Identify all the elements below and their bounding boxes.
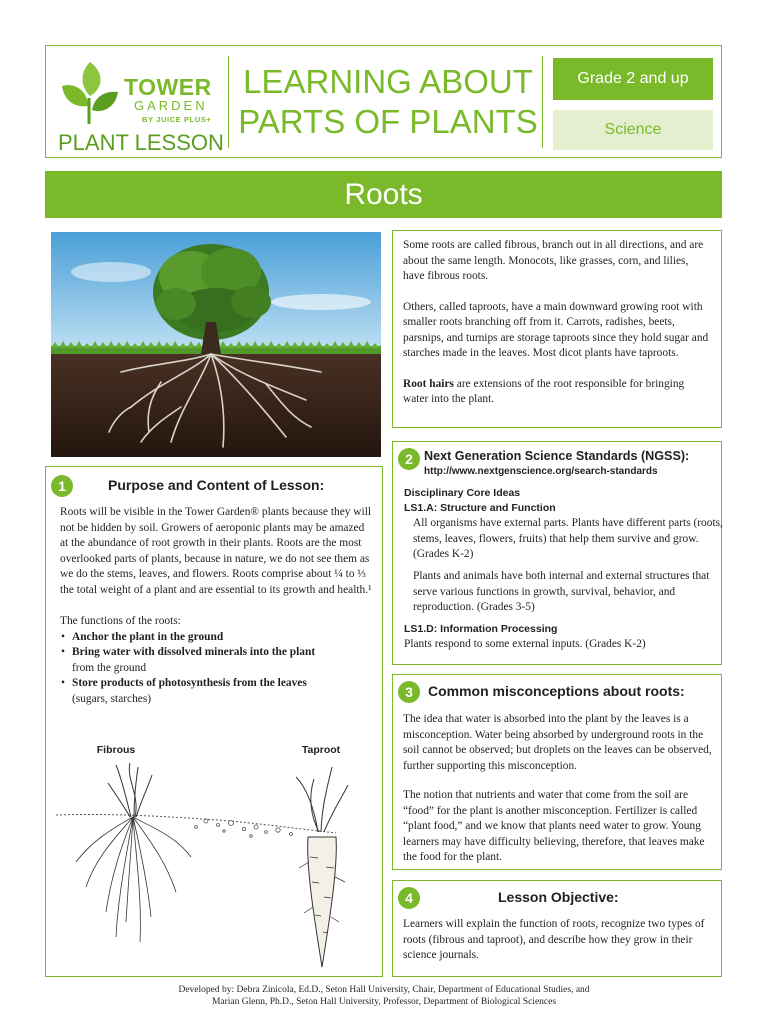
objective-section	[392, 880, 722, 977]
root-hairs-definition: are extensions of the root responsible for bringing water into the plant.	[403, 377, 685, 405]
tree-roots-image	[51, 232, 381, 457]
list-item: • Store products of photosynthesis from the leaves (sugars, starches)	[72, 676, 375, 707]
list-item: • Anchor the plant in the ground	[72, 630, 375, 646]
ngss-section	[392, 441, 722, 665]
taproot-label: Taproot	[301, 744, 341, 756]
standard-paragraph: Plants and animals have both internal and external structures that serve various functions in growth, survival, behavior, and reproduction. (Grades 3-5)	[413, 570, 710, 613]
purpose-body	[60, 505, 375, 707]
brand-tower-text: TOWER	[124, 74, 212, 100]
lesson-header	[45, 45, 722, 158]
section-number-badge: 4	[398, 887, 420, 909]
misconception-paragraph: The idea that water is absorbed into the plant by the leaves is a misconception. Water being absorbed by underground roots in the soil cannot be observed; but droplets on the leaves can be observed, further supporting this misconception.	[403, 713, 712, 772]
functions-list	[60, 630, 375, 708]
section-number-badge: 2	[398, 448, 420, 470]
title-line-1: LEARNING ABOUT	[243, 63, 533, 100]
objective-paragraph: Learners will explain the function of roots, recognize two types of roots (fibrous and taproot), and describe how they grow in their science journals.	[403, 918, 705, 961]
standard-ls1a-label: LS1.A: Structure and Function	[404, 502, 556, 514]
tower-garden-logo	[54, 54, 224, 154]
section-banner: Roots	[45, 171, 722, 218]
header-divider	[542, 56, 543, 148]
brand-byline-text: BY JUICE PLUS+	[142, 115, 212, 124]
standard-paragraph: Plants respond to some external inputs. (Grades K-2)	[404, 638, 646, 650]
section-heading: Purpose and Content of Lesson:	[108, 477, 325, 493]
plant-lesson-label: PLANT LESSON	[58, 130, 224, 155]
fibrous-label: Fibrous	[96, 744, 136, 756]
section-heading: Next Generation Science Standards (NGSS):	[424, 449, 690, 463]
intro-paragraph: Others, called taproots, have a main downward growing root with smaller roots branching off from it. Carrots, radishes, beets, parsnips, and turnips are storage taproots since they hold sugar and starches made in the leaves. Most dicot plants have taproots.	[403, 300, 709, 359]
root-hairs-term: Root hairs	[403, 377, 454, 390]
misconception-paragraph: The notion that nutrients and water that come from the soil are “food” for the plant is another misconception. Fertilizer is called “plant food,” and we know that plants need water to grow. Young learners may have difficulty believing, therefore, that leaves make the food for the plant.	[403, 789, 705, 863]
misconceptions-body	[403, 712, 715, 880]
header-divider	[228, 56, 229, 148]
section-heading: Common misconceptions about roots:	[428, 683, 685, 699]
credits-footer	[0, 984, 768, 1008]
standard-paragraph: All organisms have external parts. Plants have different parts (roots, stems, leaves, flowers, fruits) that help them survive and grow. (Grades K-2)	[413, 517, 723, 560]
root-types-illustration	[56, 737, 376, 977]
misconceptions-section	[392, 674, 722, 870]
functions-intro: The functions of the roots:	[60, 615, 181, 627]
title-line-2: PARTS OF PLANTS	[238, 103, 538, 140]
credits-line: Marian Glenn, Ph.D., Seton Hall University, Professor, Department of Biological Sciences	[211, 997, 557, 1007]
section-number-badge: 3	[398, 681, 420, 703]
standard-ls1d-label: LS1.D: Information Processing	[404, 623, 558, 635]
purpose-section	[45, 466, 383, 977]
intro-paragraph	[403, 377, 711, 408]
dci-label: Disciplinary Core Ideas	[404, 487, 521, 499]
section-number-badge: 1	[51, 475, 73, 497]
intro-text-box	[392, 230, 722, 428]
credits-line: Developed by: Debra Zinicola, Ed.D., Seton Hall University, Chair, Department of Educational Studies, and	[178, 985, 590, 995]
section-heading: Lesson Objective:	[498, 889, 619, 905]
ngss-link[interactable]: http://www.nextgenscience.org/search-standards	[424, 466, 658, 477]
purpose-paragraph: Roots will be visible in the Tower Garden® plants because they will not be hidden by soil. Growers of aeroponic plants may be amazed at the abundance of root growth in their plants. Roots are the most overlooked parts of plants, because in nature, we do not see them as we do the stems, leaves, and flowers. Roots comprise about ¼ to ⅓ the total weight of a plant and are essential to its growth and health.¹	[60, 506, 372, 596]
brand-garden-text: GARDEN	[134, 98, 208, 113]
grade-badge: Grade 2 and up	[553, 58, 713, 100]
page-title	[238, 62, 538, 142]
list-item: • Bring water with dissolved minerals into the plant from the ground	[72, 645, 375, 676]
leaf-logo-icon	[56, 58, 122, 128]
intro-paragraph: Some roots are called fibrous, branch out in all directions, and are about the same length. Monocots, like grasses, corn, and lilies, have fibrous roots.	[403, 239, 704, 282]
subject-badge: Science	[553, 110, 713, 150]
